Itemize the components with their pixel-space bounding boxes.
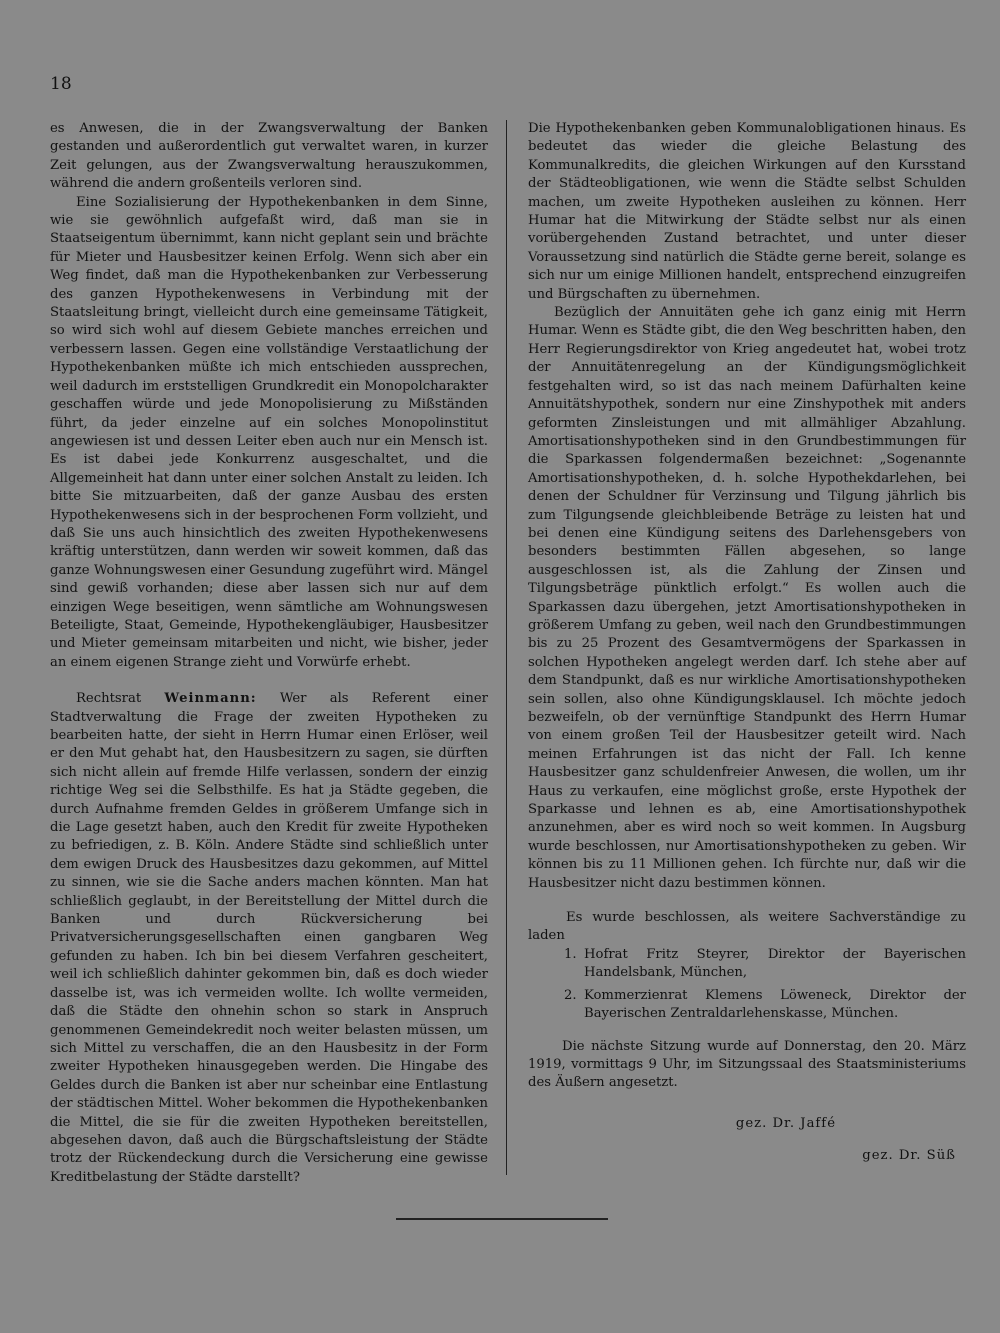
next-meeting-text: Die nächste Sitzung wurde auf Donnerstag, den 20. März 1919, vormittags 9 Uhr, im Sitzungssaal des Staatsministeriums des Äußern angesetzt.	[528, 1038, 966, 1091]
list-item	[528, 987, 966, 1024]
page-number: 18	[50, 74, 72, 94]
resolution-text: Es wurde beschlossen, als weitere Sachverständige zu laden	[528, 910, 966, 944]
column-divider	[506, 120, 507, 1175]
signature-jaffe: gez. Dr. Jaffé	[735, 1115, 836, 1131]
paragraph: Eine Sozialisierung der Hypothekenbanken in dem Sinne, wie sie gewöhnlich aufgefaßt wird, daß man sie in Staatseigentum übernimmt, kann nicht geplant sein und brächte für Mieter und Hausbesitzer keinen Erfolg. Wenn sich aber ein Weg findet, daß man die Hypothekenbanken zur Verbesserung des ganzen Hypothekenwesens in Verbindung mit der Staatsleitung bringt, vielleicht durch eine gemeinsame Tätigkeit, so wird sich wohl auf diesem Gebiete manches erreichen und verbessern lassen. Gegen eine vollständige Verstaatlichung der Hypothekenbanken müßte ich mich entschieden aussprechen, weil dadurch im erststelligen Grundkredit ein Monopolcharakter geschaffen würde und jede Monopolisierung zu Mißständen führt, da jeder einzelne auf ein solches Monopolinstitut angewiesen ist und dessen Leiter eben auch nur ein Mensch ist. Es ist dabei jede Konkurrenz ausgeschaltet, und die Allgemeinheit hat dann unter einer solchen Anstalt zu leiden. Ich bitte Sie mitzuarbeiten, daß der ganze Ausbau des ersten Hypothekenwesens sich in der besprochenen Form vollzieht, und daß Sie uns auch hinsichtlich des zweiten Hypothekenwesens kräftig unterstützen, dann werden wir soweit kommen, daß das ganze Wohnungswesen einer Gesundung zugeführt wird. Mängel sind gewiß vorhanden; diese aber lassen sich nur auf dem einzigen Wege beseitigen, wenn sämtliche am Wohnungswesen Beteiligte, Staat, Gemeinde, Hypothekengläubiger, Hausbesitzer und Mieter gemeinsam mitarbeiten und nicht, wie bisher, jeder an einem eigenen Strange zieht und Vorwürfe erhebt.	[50, 194, 488, 670]
paragraph: es Anwesen, die in der Zwangsverwaltung der Banken gestanden und außerordentlich gut verwaltet waren, in kurzer Zeit gelungen, aus der Zwangsverwaltung herauszukommen, während die andern großenteils verloren sind.	[50, 121, 488, 192]
left-column	[50, 120, 488, 1187]
speaker-name: Weinmann:	[164, 691, 257, 707]
end-rule	[396, 1218, 608, 1220]
list-item	[528, 946, 966, 983]
expert-list	[528, 946, 966, 1024]
paragraph: Bezüglich der Annuitäten gehe ich ganz einig mit Herrn Humar. Wenn es Städte gibt, die den Weg beschritten haben, den Herr Regierungsdirektor von Krieg angedeutet hat, wobei trotz der Annuitätenregelung an der Kündigungsmöglichkeit festgehalten wird, so ist das nach meinem Dafürhalten keine Annuitätshypothek, sondern nur eine Zinshypothek mit anders geformten Zinsleistungen und mit allmähliger Abzahlung. Amortisationshypotheken sind in den Grundbestimmungen für die Sparkassen folgendermaßen bezeichnet: „Sogenannte Amortisationshypotheken, d. h. solche Hypothekdarlehen, bei denen der Schuldner für Verzinsung und Tilgung jährlich bis zum Tilgungsende gleichbleibende Beträge zu leisten hat und bei denen eine Kündigung seitens des Darlehensgebers von besonders bestimmten Fällen abgesehen, so lange ausgeschlossen ist, als die Zahlung der Zinsen und Tilgungsbeträge pünktlich erfolgt.“ Es wollen auch die Sparkassen dazu übergehen, jetzt Amortisationshypotheken in größerem Umfang zu geben, weil nach den Grundbestimmungen bis zu 25 Prozent des Gesamtvermögens der Sparkassen in solchen Hypotheken angelegt werden darf. Ich stehe aber auf dem Standpunkt, daß es nur wirkliche Amortisationshypotheken sein sollen, also ohne Kündigungsklausel. Ich möchte jedoch bezweifeln, ob der vernünftige Standpunkt des Herrn Humar von einem großen Teil der Hausbesitzer geteilt wird. Nach meinen Erfahrungen ist das nicht der Fall. Ich kenne Hausbesitzer ganz schuldenfreier Anwesen, die wollen, um ihr Haus zu verkaufen, eine möglichst große, erste Hypothek der Sparkasse und lehnen es ab, eine Amortisationshypothek anzunehmen, aber es wird noch so weit kommen. In Augsburg wurde beschlossen, nur Amortisationshypotheken zu geben. Wir können bis zu 11 Millionen gehen. Ich fürchte nur, daß wir die Hausbesitzer nicht dazu bestimmen können.	[528, 305, 966, 891]
speech-weinmann	[50, 690, 488, 1187]
signature-suess: gez. Dr. Süß	[862, 1148, 956, 1164]
list-text: Kommerzienrat Klemens Löweneck, Direktor der Bayerischen Zentraldarlehenskasse, München.	[584, 987, 966, 1022]
paragraph: Die Hypothekenbanken geben Kommunalobligationen hinaus. Es bedeutet das wieder die gleiche Belastung des Kommunalkredits, die gleichen Wirkungen auf den Kursstand der Städteobligationen, wie wenn die Städte selbst Schulden machen, um zweite Hypotheken ausleihen zu können. Herr Humar hat die Mitwirkung der Städte selbst nur als einen vorübergehenden Zustand betrachtet, und unter dieser Voraussetzung sind natürlich die Städte gerne bereit, solange es sich nur um einige Millionen handelt, entsprechend einzugreifen und Bürgschaften zu übernehmen.	[528, 121, 966, 302]
speech-text: Wer als Referent einer Stadtverwaltung die Frage der zweiten Hypotheken zu bearbeiten hatte, der sieht in Herrn Humar einen Erlöser, weil er den Mut gehabt hat, den Hausbesitzern zu sagen, sie dürften sich nicht allein auf fremde Hilfe verlassen, sondern der einzig richtige Weg sei die Selbsthilfe. Es hat ja Städte gegeben, die durch Aufnahme fremden Geldes in größerem Umfange sich in die Lage gesetzt haben, auch den Kredit für zweite Hypotheken zu befriedigen, z. B. Köln. Andere Städte sind schließlich unter dem ewigen Druck des Hausbesitzes dazu gekommen, auf Mittel zu sinnen, wie sie die Sache anders machen könnten. Man hat schließlich geglaubt, in der Bereitstellung der Mittel durch die Banken und durch Rückversicherung bei Privatversicherungsgesellschaften einen gangbaren Weg gefunden zu haben. Ich bin bei diesem Verfahren gescheitert, weil ich schließlich dahinter gekommen bin, daß es doch wieder dasselbe ist, was ich vermeiden wollte. Ich wollte vermeiden, daß die Städte den ohnehin schon so stark in Anspruch genommenen Gemeindekredit noch weiter belasten müssen, um sich Mittel zu verschaffen, die an den Hausbesitz in der Form zweiter Hypotheken hinausgegeben werden. Die Hingabe des Geldes durch die Banken ist aber nur scheinbar eine Entlastung der städtischen Mittel. Woher bekommen die Hypothekenbanken die Mittel, die sie für die zweiten Hypotheken bereitstellen, abgesehen davon, daß auch die Bürgschaftsleistung der Städte trotz der Rückendeckung durch die Versicherung eine gewisse Kreditbelastung der Städte darstellt?	[50, 691, 488, 1185]
right-column	[528, 120, 966, 1166]
list-text: Hofrat Fritz Steyrer, Direktor der Bayerischen Handelsbank, München,	[584, 946, 966, 981]
speaker-title: Rechtsrat	[76, 691, 142, 707]
list-number: 2.	[564, 987, 577, 1003]
list-number: 1.	[564, 946, 577, 962]
